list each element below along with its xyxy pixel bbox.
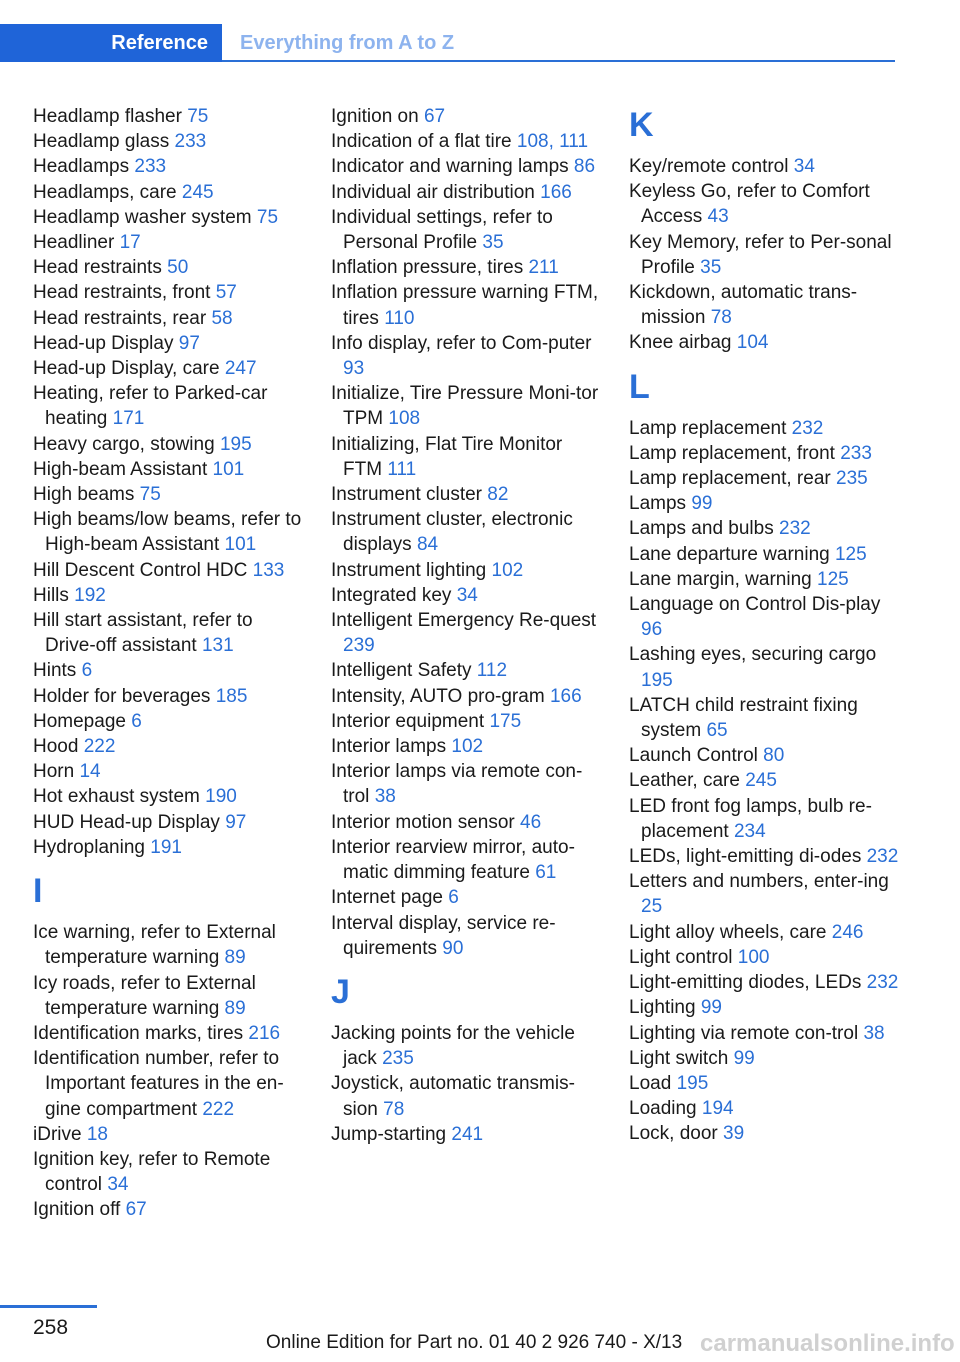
- page-reference-link[interactable]: 247: [224, 358, 257, 380]
- index-entry: [629, 1046, 901, 1071]
- page-reference-link[interactable]: 96: [641, 619, 663, 641]
- index-term: Horn: [33, 761, 75, 783]
- index-term: Lamps: [629, 493, 687, 515]
- index-entry: [331, 381, 603, 431]
- page-reference-link[interactable]: 46: [520, 811, 542, 833]
- index-entry: [629, 1021, 901, 1046]
- page-reference-link[interactable]: 25: [641, 896, 663, 918]
- index-term: Indication of a flat tire: [331, 131, 512, 153]
- page-reference-link[interactable]: 50: [167, 257, 189, 279]
- index-term: Intelligent Emergency Re‐quest: [331, 610, 597, 632]
- index-entry: [629, 466, 901, 491]
- page-reference-link[interactable]: 18: [86, 1123, 108, 1145]
- page-reference-link[interactable]: 75: [256, 206, 279, 228]
- index-term: Lamp replacement, front: [629, 442, 835, 464]
- page-reference-link[interactable]: 190: [205, 786, 237, 808]
- index-entry: [33, 920, 305, 970]
- index-column-1: [33, 104, 305, 1223]
- index-entry: [629, 693, 901, 743]
- index-entry: [629, 743, 901, 768]
- index-term: Holder for beverages: [33, 685, 211, 707]
- index-entry: [331, 759, 603, 809]
- page-reference-link[interactable]: 171: [112, 408, 145, 430]
- page-reference-link[interactable]: 232: [779, 518, 811, 540]
- page-reference-link[interactable]: 222: [202, 1098, 235, 1120]
- index-term: Identification marks, tires: [33, 1022, 244, 1044]
- index-term: Knee airbag: [629, 332, 732, 354]
- index-term: Initialize, Tire Pressure Moni‐tor TPM: [331, 383, 599, 430]
- index-entry: [629, 416, 901, 441]
- index-entry: [33, 154, 305, 179]
- page-reference-link[interactable]: 14: [79, 761, 101, 783]
- index-entry: [331, 1071, 603, 1121]
- index-term: Lamps and bulbs: [629, 518, 774, 540]
- index-term: Hood: [33, 736, 79, 758]
- edition-text: Online Edition for Part no. 01 40 2 926 740 - X/13: [266, 1332, 683, 1353]
- index-term: Instrument cluster: [331, 484, 482, 506]
- index-term: Hot exhaust system: [33, 786, 200, 808]
- page-reference-link[interactable]: 194: [701, 1098, 734, 1120]
- page-reference-link[interactable]: 234: [733, 820, 766, 842]
- index-entry: [33, 129, 305, 154]
- index-entry: [33, 180, 305, 205]
- index-entry: [331, 835, 603, 885]
- index-term: Interior lamps: [331, 736, 447, 758]
- watermark: carmanualsonline.info: [700, 1330, 955, 1357]
- index-entry: [33, 784, 305, 809]
- index-term: Kickdown, automatic trans‐mission: [629, 282, 858, 329]
- index-term: LATCH child restraint fixing system: [629, 694, 858, 742]
- page-reference-link[interactable]: 38: [374, 786, 396, 808]
- index-entry: [331, 658, 603, 683]
- page-reference-link[interactable]: 93: [343, 358, 365, 380]
- page-reference-link[interactable]: 111: [387, 458, 417, 480]
- index-entry: [331, 684, 603, 709]
- index-term: Light switch: [629, 1047, 729, 1069]
- page-reference-link[interactable]: 232: [791, 417, 824, 439]
- index-entry: [33, 457, 305, 482]
- index-term: Intensity, AUTO pro‐gram: [331, 685, 545, 707]
- index-entry: [629, 642, 901, 692]
- index-term: Load: [629, 1072, 672, 1094]
- index-letter-heading: J: [331, 972, 350, 1011]
- index-entry: [33, 810, 305, 835]
- page-reference-link[interactable]: 89: [224, 947, 246, 969]
- index-entry: [629, 1121, 901, 1146]
- index-entry: [331, 885, 603, 910]
- page-reference-link[interactable]: 99: [700, 997, 722, 1019]
- index-term: Lamp replacement, rear: [629, 468, 831, 490]
- index-entry: [33, 306, 305, 331]
- index-term: Headlamp glass: [33, 131, 170, 153]
- index-entry: [33, 1021, 305, 1046]
- index-letter-heading: K: [629, 106, 654, 144]
- index-entry: [33, 255, 305, 280]
- page-reference-link[interactable]: 166: [549, 685, 582, 707]
- index-entry: [331, 558, 603, 583]
- index-term: Interior equipment: [331, 710, 485, 732]
- index-term: Lashing eyes, securing cargo: [629, 644, 877, 666]
- page-reference-link[interactable]: 89: [224, 997, 246, 1019]
- index-entry: [629, 945, 901, 970]
- index-entry: [33, 971, 305, 1021]
- page-reference-link[interactable]: 99: [733, 1047, 755, 1069]
- index-term: Lane margin, warning: [629, 568, 812, 590]
- index-entry: [331, 911, 603, 961]
- page-reference-link[interactable]: 191: [150, 836, 182, 858]
- index-term: Hills: [33, 584, 69, 606]
- index-term: Lighting: [629, 997, 696, 1019]
- index-term: High beams: [33, 484, 135, 506]
- index-term: Instrument cluster, electronic displays: [331, 509, 573, 556]
- index-term: Key Memory, refer to Per‐sonal Profile: [629, 231, 892, 278]
- page-reference-link[interactable]: 58: [211, 307, 233, 329]
- index-term: Lamp replacement: [629, 417, 787, 439]
- page-reference-link[interactable]: 78: [710, 307, 732, 329]
- page-reference-link[interactable]: 39: [723, 1123, 745, 1145]
- page-reference-link[interactable]: 104: [736, 332, 769, 354]
- page-reference-link[interactable]: 235: [836, 468, 868, 490]
- index-term: Light alloy wheels, care: [629, 921, 827, 943]
- page-reference-link[interactable]: 239: [343, 635, 375, 657]
- index-entry: [629, 330, 901, 355]
- page-reference-link[interactable]: 101: [224, 534, 257, 556]
- page-reference-link[interactable]: 125: [834, 543, 867, 565]
- index-entry: [33, 230, 305, 255]
- page-reference-link[interactable]: 99: [691, 493, 713, 515]
- index-term: Joystick, automatic transmis‐sion: [331, 1073, 575, 1120]
- index-entry: [331, 255, 603, 280]
- page-reference-link[interactable]: 61: [535, 862, 557, 884]
- index-term: Ignition on: [331, 106, 419, 127]
- page-reference-link[interactable]: 102: [491, 559, 524, 581]
- index-term: Intelligent Safety: [331, 660, 472, 682]
- page-reference-link[interactable]: 245: [181, 181, 214, 203]
- index-term: Leather, care: [629, 770, 740, 792]
- page-reference-link[interactable]: 75: [139, 484, 161, 506]
- page-reference-link[interactable]: 67: [125, 1199, 147, 1221]
- index-entry: [33, 331, 305, 356]
- index-letter-heading: I: [33, 872, 43, 911]
- footer-rule: [0, 1305, 97, 1308]
- index-entry: [629, 542, 901, 567]
- index-entry: [331, 507, 603, 557]
- index-entry: [33, 1197, 305, 1222]
- index-entry: [629, 280, 901, 330]
- page-reference-link[interactable]: 80: [763, 745, 785, 767]
- page-reference-link[interactable]: 211: [528, 257, 559, 279]
- index-term: Head restraints: [33, 257, 162, 279]
- page-reference-link[interactable]: 35: [482, 232, 504, 254]
- page-reference-link[interactable]: 101: [212, 458, 245, 480]
- index-entry: [331, 1122, 603, 1147]
- index-term: Lighting via remote con‐trol: [629, 1022, 859, 1044]
- index-term: Lane departure warning: [629, 543, 830, 565]
- index-entry: [33, 558, 305, 583]
- page-reference-link[interactable]: 34: [456, 584, 478, 606]
- page-reference-link[interactable]: 43: [707, 206, 729, 228]
- index-term: Head-up Display: [33, 332, 174, 354]
- index-term: Homepage: [33, 710, 126, 732]
- index-term: Jacking points for the vehicle jack: [331, 1022, 575, 1070]
- page-reference-link[interactable]: 34: [793, 156, 815, 177]
- index-entry: [331, 180, 603, 205]
- index-entry: [33, 280, 305, 305]
- index-term: Indicator and warning lamps: [331, 156, 569, 178]
- page-reference-link[interactable]: 232: [866, 846, 899, 868]
- index-term: LED front fog lamps, bulb re‐placement: [629, 795, 872, 842]
- page-reference-link[interactable]: 112: [476, 660, 508, 682]
- index-entry: [331, 482, 603, 507]
- index-term: Individual air distribution: [331, 181, 535, 203]
- index-entry: [629, 869, 901, 919]
- subsection-tab[interactable]: Everything from A to Z: [240, 31, 455, 54]
- page-reference-link[interactable]: 38: [863, 1022, 885, 1044]
- index-term: Interior motion sensor: [331, 811, 515, 833]
- index-entry: [331, 1021, 603, 1071]
- index-entry: [33, 709, 305, 734]
- page-reference-link[interactable]: 86: [573, 156, 596, 178]
- index-term: Hill Descent Control HDC: [33, 559, 248, 581]
- page-reference-link[interactable]: 34: [107, 1174, 129, 1196]
- index-term: Language on Control Dis‐play: [629, 594, 881, 616]
- index-term: iDrive: [33, 1123, 82, 1145]
- index-term: Headliner: [33, 232, 115, 254]
- page-reference-link[interactable]: 90: [442, 937, 464, 959]
- index-term: Launch Control: [629, 745, 758, 767]
- index-term: Head restraints, rear: [33, 307, 207, 329]
- page-reference-link[interactable]: 233: [134, 156, 167, 178]
- index-entry: [629, 920, 901, 945]
- index-entry: [629, 768, 901, 793]
- index-entry: [629, 516, 901, 541]
- index-entry: [33, 658, 305, 683]
- index-term: Initializing, Flat Tire Monitor FTM: [331, 433, 563, 480]
- index-entry: [33, 684, 305, 709]
- index-term: Instrument lighting: [331, 559, 487, 581]
- index-term: Inflation pressure warning FTM, tires: [331, 282, 599, 329]
- index-entry: [331, 734, 603, 759]
- index-entry: [331, 280, 603, 330]
- index-term: Interior rearview mirror, auto‐matic dimming feature: [331, 836, 575, 884]
- index-term: Light-emitting diodes, LEDs: [629, 972, 862, 994]
- index-term: Individual settings, refer to Personal Profile: [331, 206, 553, 254]
- index-entry: [331, 608, 603, 658]
- index-term: Loading: [629, 1098, 697, 1120]
- page-reference-link[interactable]: 131: [201, 635, 234, 657]
- index-term: Headlamp washer system: [33, 206, 252, 228]
- index-term: Letters and numbers, enter‐ing: [629, 871, 889, 893]
- index-entry: [33, 356, 305, 381]
- index-entry: [629, 844, 901, 869]
- page-reference-link[interactable]: 100: [737, 946, 770, 968]
- index-term: High beams/low beams, refer to High-beam Assistant: [33, 509, 302, 556]
- page-reference-link[interactable]: 175: [489, 710, 522, 732]
- index-term: Ignition key, refer to Remote control: [33, 1148, 271, 1196]
- index-term: Key/remote control: [629, 156, 789, 177]
- index-term: Interior lamps via remote con‐trol: [331, 761, 583, 808]
- index-entry: [33, 583, 305, 608]
- index-entry: [629, 794, 901, 844]
- page-reference-link[interactable]: 35: [700, 256, 722, 278]
- index-entry: [33, 608, 305, 658]
- index-entry: [33, 734, 305, 759]
- index-entry: [629, 179, 901, 229]
- page-reference-link[interactable]: 110: [384, 307, 415, 329]
- page-reference-link[interactable]: 67: [423, 106, 446, 127]
- page-reference-link[interactable]: 233: [840, 442, 872, 464]
- index-entry: [629, 592, 901, 642]
- page-reference-link[interactable]: 108: [388, 408, 421, 430]
- index-letter-heading: L: [629, 367, 650, 406]
- page-reference-link[interactable]: 78: [383, 1098, 405, 1120]
- index-term: Hydroplaning: [33, 836, 145, 858]
- page-reference-link[interactable]: 125: [817, 568, 849, 590]
- index-term: Head-up Display, care: [33, 358, 220, 380]
- page-reference-link[interactable]: 6: [81, 660, 93, 682]
- index-entry: [331, 709, 603, 734]
- index-entry: [331, 104, 603, 129]
- page-reference-link[interactable]: 108, 111: [516, 131, 589, 153]
- page-reference-link[interactable]: 222: [83, 736, 116, 758]
- page-reference-link[interactable]: 195: [641, 669, 673, 691]
- index-term: Headlamps, care: [33, 181, 177, 203]
- page-reference-link[interactable]: 166: [540, 181, 572, 203]
- index-entry: [331, 331, 603, 381]
- index-entry: [33, 1122, 305, 1147]
- index-term: Headlamp flasher: [33, 106, 182, 127]
- page-reference-link[interactable]: 6: [131, 710, 142, 732]
- index-entry: [629, 154, 901, 179]
- index-entry: [629, 1096, 901, 1121]
- index-entry: [33, 835, 305, 860]
- index-term: Inflation pressure, tires: [331, 257, 524, 279]
- page-reference-link[interactable]: 233: [174, 131, 207, 153]
- page-reference-link[interactable]: 17: [119, 232, 141, 254]
- index-term: Headlamps: [33, 156, 130, 178]
- header-bar: [0, 24, 895, 62]
- index-term: Integrated key: [331, 584, 452, 606]
- index-entry: [629, 970, 901, 995]
- page-reference-link[interactable]: 82: [487, 484, 509, 506]
- index-term: Icy roads, refer to External temperature warning: [33, 972, 256, 1019]
- page-reference-link[interactable]: 241: [451, 1123, 484, 1145]
- index-entry: [33, 205, 305, 230]
- page-reference-link[interactable]: 235: [382, 1048, 414, 1070]
- page-reference-link[interactable]: 84: [416, 534, 439, 556]
- index-term: Internet page: [331, 887, 443, 909]
- page-reference-link[interactable]: 97: [225, 811, 247, 833]
- index-entry: [33, 759, 305, 784]
- page-reference-link[interactable]: 192: [74, 584, 106, 606]
- page-reference-link[interactable]: 102: [451, 736, 484, 758]
- page-reference-link[interactable]: 195: [219, 433, 252, 455]
- index-entry: [33, 507, 305, 557]
- index-term: Hill start assistant, refer to Drive-off assistant: [33, 610, 253, 657]
- index-entry: [33, 432, 305, 457]
- page-reference-link[interactable]: 246: [831, 921, 864, 943]
- index-column-2: [331, 104, 603, 1147]
- index-term: Light control: [629, 946, 733, 968]
- index-term: HUD Head-up Display: [33, 811, 220, 833]
- index-entry: [33, 381, 305, 431]
- index-entry: [33, 482, 305, 507]
- index-term: High-beam Assistant: [33, 458, 208, 480]
- index-term: Ignition off: [33, 1199, 121, 1221]
- index-entry: [331, 810, 603, 835]
- index-term: Info display, refer to Com‐puter: [331, 332, 592, 354]
- index-term: Head restraints, front: [33, 282, 211, 304]
- index-entry: [331, 583, 603, 608]
- page-reference-link[interactable]: 232: [866, 972, 899, 994]
- index-term: Identification number, refer to Important features in the en‐gine compartment: [33, 1048, 284, 1120]
- index-entry: [331, 129, 603, 154]
- index-term: Lock, door: [629, 1123, 718, 1145]
- page-reference-link[interactable]: 75: [187, 106, 209, 127]
- index-term: Ice warning, refer to External temperature warning: [33, 922, 276, 969]
- index-entry: [629, 230, 901, 280]
- page-reference-link[interactable]: 216: [248, 1022, 281, 1044]
- page-reference-link[interactable]: 65: [706, 720, 728, 742]
- index-term: Keyless Go, refer to Comfort Access: [629, 181, 870, 228]
- page-reference-link[interactable]: 245: [745, 770, 777, 792]
- index-entry: [331, 205, 603, 255]
- page-reference-link[interactable]: 6: [448, 887, 459, 909]
- index-entry: [331, 154, 603, 179]
- index-entry: [629, 1071, 901, 1096]
- index-term: LEDs, light-emitting di‐odes: [629, 846, 862, 868]
- index-entry: [629, 491, 901, 516]
- page-reference-link[interactable]: 97: [178, 332, 200, 354]
- index-entry: [33, 1147, 305, 1197]
- index-entry: [331, 432, 603, 482]
- index-column-3: [629, 104, 901, 1147]
- index-entry: [629, 567, 901, 592]
- index-entry: [33, 1046, 305, 1122]
- index-term: Heavy cargo, stowing: [33, 433, 215, 455]
- page-reference-link[interactable]: 133: [252, 559, 285, 581]
- index-term: Interval display, service re‐quirements: [331, 912, 556, 959]
- index-term: Hints: [33, 660, 77, 682]
- section-tab[interactable]: Reference: [0, 24, 222, 62]
- page-reference-link[interactable]: 185: [215, 685, 248, 707]
- index-term: Jump-starting: [331, 1123, 447, 1145]
- page-number: 258: [33, 1316, 69, 1339]
- index-entry: [629, 441, 901, 466]
- index-entry: [629, 995, 901, 1020]
- page-reference-link[interactable]: 57: [215, 282, 237, 304]
- index-entry: [33, 104, 305, 129]
- page-reference-link[interactable]: 195: [676, 1072, 709, 1094]
- index-term: Heating, refer to Parked-car heating: [33, 383, 268, 430]
